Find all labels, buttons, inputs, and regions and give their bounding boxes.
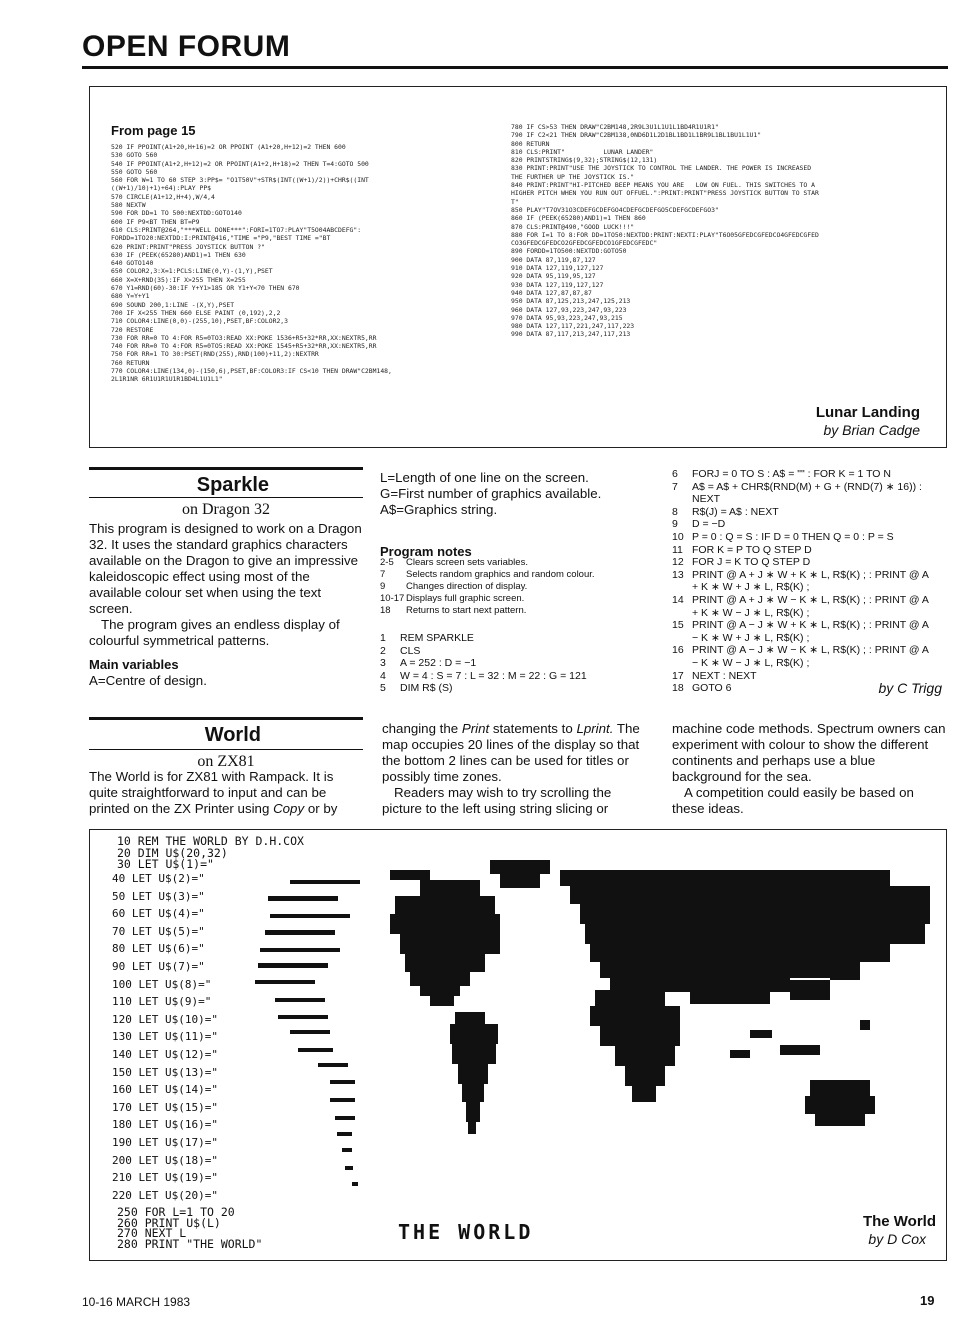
map-block [625, 1066, 665, 1086]
lunar-left-listing-line: 670 Y1=RND(60)-30:IF Y+Y1>185 OR Y1+Y<70 THEN 670 [111, 284, 300, 293]
sparkle-line-row [380, 645, 660, 658]
sparkle-line-row [672, 506, 948, 519]
lunar-right-listing-line: 960 DATA 127,93,223,247,93,223 [511, 305, 627, 314]
map-block [780, 1045, 820, 1055]
sparkle-vars-col [380, 470, 660, 518]
map-block [330, 1098, 355, 1102]
lunar-author: by Brian Cadge [823, 422, 920, 438]
program-note-text: Displays full graphic screen. [406, 593, 525, 604]
map-block [395, 896, 495, 914]
map-block [352, 1182, 358, 1186]
world-col-2 [382, 721, 654, 817]
lunar-right-listing-line: 800 RETURN [511, 139, 550, 148]
map-block [500, 874, 540, 888]
sparkle-line-number: 14 [672, 593, 684, 606]
lunar-right-listing-line: THE FURTHER UP THE JOYSTICK IS." [511, 172, 635, 181]
world-listing-line: 40 LET U$(2)=" [112, 872, 205, 885]
map-block [290, 1030, 330, 1034]
lunar-left-listing-line: ((W+1)/10)+1)+64):PLAY PP$ [111, 184, 212, 193]
program-note-text: Clears screen sets variables. [406, 557, 528, 568]
map-block [298, 1048, 333, 1052]
from-page-label: From page 15 [111, 123, 196, 138]
lunar-left-listing-line: 590 FOR DD=1 TO 500:NEXTDD:GOTO140 [111, 209, 242, 218]
sparkle-line-text: − K ∗ W + J ∗ L, R$(K) ; [692, 631, 810, 644]
sparkle-line-text: GOTO 6 [692, 682, 732, 695]
sparkle-line-number: 1 [380, 632, 386, 644]
program-note-row [380, 581, 660, 593]
lunar-left-listing-line: 610 CLS:PRINT@264,"***WELL DONE***":FORI=1TO7:PLAY"T5O04ABCDEFG": [111, 225, 362, 234]
program-note-row [380, 557, 660, 569]
sparkle-line-row [672, 544, 948, 557]
map-block [270, 914, 350, 918]
world-listing-line: 180 LET U$(16)=" [112, 1118, 218, 1132]
sparkle-line-row [672, 569, 948, 582]
map-block [585, 924, 925, 944]
map-block [258, 963, 328, 968]
lunar-left-listing-line: 690 SOUND 200,1:LINE -(X,Y),PSET [111, 300, 235, 309]
sparkle-line-number: 18 [672, 682, 684, 695]
lunar-left-listing-line: 550 GOTO 560 [111, 167, 158, 176]
lunar-left-listing-line: 540 IF PPOINT(A1+2,H+12)=2 OR PPOINT(A1+2,H+18)=2 THEN T=4:GOTO 500 [111, 159, 369, 168]
program-note-number: 7 [380, 569, 386, 580]
sparkle-line-text: PRINT @ A + J ∗ W + K ∗ L, R$(K) ; : PRINT @ A [692, 568, 929, 581]
map-block [730, 1050, 750, 1058]
sparkle-line-row [672, 518, 948, 531]
sparkle-line-number [672, 581, 692, 594]
program-note-number: 10-17 [380, 593, 405, 604]
world-subtitle: on ZX81 [197, 753, 255, 770]
lunar-right-listing-line: 950 DATA 87,125,213,247,125,213 [511, 297, 631, 306]
map-block [318, 1063, 348, 1067]
sparkle-listing-a [380, 632, 660, 695]
world-listing-line: 90 LET U$(7)=" [112, 959, 205, 973]
lunar-left-listing-line: 520 IF PPOINT(A1+20,H+16)=2 OR PPOINT (A1+20,H+12)=2 THEN 600 [111, 143, 346, 151]
world-text-print: Print [461, 721, 490, 736]
sparkle-line-text: PRINT @ A + J ∗ W − K ∗ L, R$(K) ; : PRINT @ A [692, 593, 929, 606]
program-note-text: Selects random graphics and random colour. [406, 569, 595, 580]
world-text-copy: Copy [273, 801, 305, 816]
world-listing-line: 190 LET U$(17)=" [112, 1135, 218, 1149]
world-listing-line: 200 LET U$(18)=" [112, 1153, 218, 1167]
lunar-left-listing-line: 760 RETURN [111, 358, 150, 367]
lunar-right-listing-line: 810 CLS:PRINT" LUNAR LANDER" [511, 147, 654, 156]
sparkle-line-row [672, 556, 948, 569]
world-col-1 [89, 769, 363, 817]
map-block [275, 998, 325, 1002]
sparkle-line-text: − K ∗ W − J ∗ L, R$(K) ; [692, 656, 810, 669]
sparkle-line-number: 16 [672, 644, 684, 657]
sparkle-line-number [672, 657, 692, 670]
world-text-3b: A competition could easily be based on these ideas. [672, 785, 914, 816]
map-block [815, 1114, 865, 1126]
sparkle-line-text: R$(J) = A$ : NEXT [692, 505, 779, 518]
map-block [468, 1122, 476, 1134]
sparkle-rule [89, 467, 363, 470]
sparkle-line-row [672, 619, 948, 632]
program-note-text: Returns to start next pattern. [406, 605, 527, 616]
lunar-left-listing-line: 710 COLOR4:LINE(0,0)-(255,10),PSET,BF:COLOR2,3 [111, 317, 288, 326]
lunar-right-listing-line: 780 IF CS>53 THEN DRAW"C2BM148,2R9L3U1L1U1L1BD4R1U1R1" [511, 123, 719, 131]
map-block [750, 1030, 772, 1038]
world-text-2a: changing the [382, 721, 459, 736]
map-block [610, 978, 790, 992]
world-title: World [204, 724, 261, 746]
world-listing-line: 60 LET U$(4)=" [112, 907, 205, 921]
sparkle-line-text: NEXT : NEXT [692, 669, 757, 682]
map-block [450, 1024, 498, 1044]
sparkle-line-text: PRINT @ A − J ∗ W − K ∗ L, R$(K) ; : PRINT @ A [692, 644, 929, 657]
world-listing-bottom-line: 260 PRINT U$(L) [117, 1215, 221, 1230]
lunar-right-listing-line: 840 PRINT:PRINT"HI-PITCHED BEEP MEANS YOU ARE LOW ON FUEL. THIS SWITCHES TO A [511, 181, 815, 190]
map-block [265, 930, 335, 935]
lunar-left-listing-line: 660 X=X+RND(35):IF X>255 THEN X=255 [111, 275, 246, 284]
lunar-left-listing-line: 600 IF P9<BT THEN BT=P9 [111, 217, 200, 226]
lunar-listing-left [111, 143, 496, 384]
var-g: G=First number of graphics available. [380, 486, 602, 501]
sparkle-line-number: 10 [672, 530, 684, 543]
program-note-row [380, 593, 660, 605]
map-block [810, 1080, 870, 1096]
lunar-right-listing-line: 890 FORDD=1TO500:NEXTDD:GOTO50 [511, 247, 627, 256]
sparkle-line-text: REM SPARKLE [400, 632, 474, 644]
world-credit-title: The World [862, 1213, 936, 1230]
map-block [466, 1102, 480, 1122]
sparkle-line-number: 13 [672, 568, 684, 581]
sparkle-line-number: 8 [672, 505, 678, 518]
sparkle-line-number: 3 [380, 657, 386, 670]
program-notes-heading: Program notes [380, 544, 472, 559]
world-listing-line: 150 LET U$(13)=" [112, 1065, 218, 1079]
lunar-left-listing-line: 2L1R1NR 6R1U1R1U1R1BD4L1U1L1" [111, 375, 223, 384]
lunar-right-listing-line: 820 PRINTSTRING$(9,32);STRING$(12,131) [511, 156, 658, 165]
map-block [278, 1015, 328, 1019]
world-listing-top-line: 30 LET U$(1)=" [117, 857, 214, 871]
sparkle-line-row [380, 632, 660, 645]
sparkle-line-text: W = 4 : S = 7 : L = 32 : M = 22 : G = 121 [400, 669, 587, 682]
sparkle-line-number: 7 [672, 480, 678, 493]
program-note-number: 2-5 [380, 557, 394, 568]
map-block [420, 986, 460, 996]
sparkle-line-row [672, 493, 948, 506]
world-text-lprint: Lprint. [576, 721, 614, 736]
sparkle-line-number: 9 [672, 518, 678, 531]
sparkle-line-text: DIM R$ (S) [400, 682, 453, 695]
map-block [830, 950, 860, 980]
world-col-3 [672, 721, 948, 817]
lunar-right-listing-line: 920 DATA 95,119,95,127 [511, 272, 596, 281]
lunar-right-listing-line: 880 FOR I=1 TO 8:FOR DD=1TO50:NEXTDD:PRINT:NEXTI:PLAY"T6O05GFEDCGFEDCO4GFEDCGFED [511, 230, 819, 239]
world-listing-line: 170 LET U$(15)=" [112, 1100, 218, 1114]
lunar-left-listing-line: 560 FOR W=1 TO 60 STEP 3:PP$= "O1T50V"+STR$(INT((W+1)/2))+CHR$((INT [111, 176, 369, 185]
map-block [337, 1132, 352, 1136]
lunar-right-listing-line: 940 DATA 127,87,87,87 [511, 288, 592, 297]
var-a: A=Centre of design. [89, 673, 207, 688]
map-block [455, 1012, 485, 1024]
sparkle-line-text: FOR J = K TO Q STEP D [692, 556, 811, 569]
map-block [595, 990, 665, 1006]
map-block [490, 860, 550, 874]
lunar-right-listing-line: 980 DATA 127,117,221,247,117,223 [511, 322, 635, 331]
map-block [335, 1116, 355, 1120]
lunar-right-listing-line: 830 PRINT:PRINT"USE THE JOYSTICK TO CONTROL THE LANDER. THE POWER IS INCREASED [511, 164, 812, 173]
map-block [590, 1006, 680, 1026]
lunar-right-listing-line: 900 DATA 87,119,87,127 [511, 255, 596, 264]
world-text-1: The World is for ZX81 with Rampack. It is quite straightforward to input and can be printed on the ZX Printer using [89, 769, 334, 816]
sparkle-line-number: 15 [672, 619, 684, 632]
lunar-right-listing-line: 910 DATA 127,119,127,127 [511, 264, 604, 273]
lunar-right-listing-line: CO3GFEDCGFEDCO2GFEDCGFEDCO1GFEDCGFEDC" [511, 239, 658, 248]
lunar-left-listing-line: 580 NEXTW [111, 201, 146, 210]
world-map-graphic [90, 830, 946, 1260]
lunar-left-listing-line: FORDD=1TO20:NEXTDD:I:PRINT@416,"TIME ="P9,"BEST TIME ="BT [111, 234, 331, 243]
world-listing-line: 120 LET U$(10)=" [112, 1012, 218, 1026]
sparkle-line-row [672, 632, 948, 645]
map-block [462, 1084, 484, 1102]
sparkle-line-row [672, 481, 948, 494]
lunar-left-listing-line: 570 CIRCLE(A1+12,H+4),W/4,4 [111, 192, 215, 201]
world-text-2b: statements to [492, 721, 573, 736]
header-rule [82, 66, 948, 69]
sparkle-line-row [672, 594, 948, 607]
world-underline [89, 749, 363, 750]
sparkle-author: by C Trigg [878, 680, 942, 696]
map-block [690, 992, 770, 1004]
map-block [420, 880, 480, 896]
sparkle-line-row [672, 531, 948, 544]
map-block [342, 1148, 352, 1152]
map-block [600, 1026, 680, 1046]
sparkle-line-text: CLS [400, 644, 421, 657]
world-text-2d: Readers may wish to try scrolling the picture to the left using string slicing or [382, 785, 612, 816]
sparkle-line-number: 11 [672, 543, 683, 556]
lunar-right-listing-line: T" [511, 197, 519, 206]
world-text-3a: machine code methods. Spectrum owners can experiment with colour to show the different continents and perhaps use a blue background for the sea. [672, 721, 946, 784]
lunar-left-listing-line: 650 COLOR2,3:X=1:PCLS:LINE(0,Y)-(1,Y),PSET [111, 267, 273, 276]
sparkle-line-text: + K ∗ W − J ∗ L, R$(K) ; [692, 606, 810, 619]
world-listing-line: 160 LET U$(14)=" [112, 1083, 218, 1097]
page-number: 19 [920, 1293, 935, 1308]
world-listing-line: 220 LET U$(20)=" [112, 1188, 218, 1202]
sparkle-subtitle: on Dragon 32 [182, 501, 270, 518]
sparkle-line-number [672, 607, 692, 620]
sparkle-line-text: FOR K = P TO Q STEP D [692, 543, 812, 556]
lunar-left-listing-line: 630 IF (PEEK(65280)AND1)=1 THEN 630 [111, 250, 246, 259]
sparkle-listing-b [672, 468, 948, 695]
map-block [600, 962, 850, 978]
world-listing-top-line: 10 REM THE WORLD BY D.H.COX [117, 834, 304, 848]
map-block [405, 954, 485, 972]
sparkle-line-text: A$ = A$ + CHR$(RND(M) + G + (RND(7) ∗ 16)) : [692, 480, 922, 493]
lunar-right-listing-line: 970 DATA 95,93,223,247,93,215 [511, 313, 623, 322]
lunar-listing-right [511, 123, 941, 339]
sparkle-line-number: 4 [380, 669, 386, 682]
lunar-left-listing-line: 640 GOTO140 [111, 259, 154, 268]
world-listing-line: 110 LET U$(9)=" [112, 995, 212, 1009]
lunar-left-listing-line: 750 FOR RR=1 TO 30:PSET(RND(255),RND(100)+11,2):NEXTRR [111, 350, 319, 359]
section-title: OPEN FORUM [82, 30, 291, 63]
var-l: L=Length of one line on the screen. [380, 470, 589, 485]
map-block [560, 870, 890, 886]
map-block [615, 1046, 675, 1066]
lunar-right-listing-line: 790 IF C2<21 THEN DRAW"C2BM138,0ND6D1L2D1BL1BD1L1BR9L1BL1BU1L1U1" [511, 131, 762, 140]
sparkle-para-1: This program is designed to work on a Dragon 32. It uses the standard graphics characters available on the Dragon to give an impressive kaleidoscopic effect using most of the available colour set when using the text screen. [89, 521, 362, 616]
world-listing-line: 130 LET U$(11)=" [112, 1030, 218, 1044]
sparkle-line-row [672, 581, 948, 594]
map-block [580, 904, 930, 924]
world-listing-bottom-line: 270 NEXT L [117, 1226, 187, 1240]
sparkle-underline [89, 497, 363, 498]
sparkle-line-text: P = 0 : Q = S : IF D = 0 THEN Q = 0 : P = S [692, 530, 894, 543]
world-listing-line: 140 LET U$(12)=" [112, 1047, 218, 1061]
lunar-right-listing-line: 850 PLAY"T7OV31O3CDEFGCDEFGO4CDEFGCDEFGO5CDEFGCDEFGO3" [511, 205, 719, 214]
sparkle-line-text: A = 252 : D = −1 [400, 657, 477, 670]
main-variables-heading: Main variables [89, 657, 179, 672]
map-block [290, 880, 360, 884]
sparkle-body [89, 521, 363, 689]
sparkle-line-row [672, 607, 948, 620]
world-text-1b: or by [307, 801, 338, 816]
sparkle-title: Sparkle [196, 474, 269, 496]
world-listing-top-line: 20 DIM U$(20,32) [117, 845, 228, 860]
map-block [345, 1166, 353, 1170]
map-block [390, 870, 430, 880]
map-block [430, 996, 454, 1006]
sparkle-line-number: 6 [672, 468, 678, 480]
map-block [260, 948, 340, 952]
program-notes-list [380, 557, 660, 617]
sparkle-line-row [380, 682, 660, 695]
lunar-left-listing-line: 680 Y=Y+Y1 [111, 292, 150, 301]
sparkle-line-text: PRINT @ A − J ∗ W + K ∗ L, R$(K) ; : PRINT @ A [692, 619, 929, 632]
map-block [330, 1080, 355, 1084]
program-note-number: 9 [380, 581, 386, 592]
lunar-title: Lunar Landing [815, 404, 920, 421]
sparkle-para-2: The program gives an endless display of colourful symmetrical patterns. [89, 617, 340, 648]
world-credit-author: by D Cox [868, 1231, 926, 1247]
world-rule [89, 717, 363, 720]
world-listing-line: 80 LET U$(6)=" [112, 942, 205, 956]
lunar-left-listing-line: 730 FOR RR=0 TO 4:FOR R5=0TO3:READ XX:POKE 1536+R5+32*RR,XX:NEXTR5,RR [111, 333, 377, 342]
world-listing-line: 70 LET U$(5)=" [112, 924, 205, 938]
lunar-right-listing-line: HIGHER PITCH WHEN YOU RUN OUT OFFUEL.":PRINT:PRINT"PRESS JOYSTICK BUTTON TO STAR [511, 189, 819, 198]
sparkle-line-number [672, 493, 692, 506]
lunar-left-listing-line: 620 PRINT:PRINT"PRESS JOYSTICK BUTTON ?" [111, 242, 265, 251]
map-block [860, 1020, 870, 1030]
world-listing-line: 50 LET U$(3)=" [112, 889, 205, 903]
world-listing-line: 210 LET U$(19)=" [112, 1171, 218, 1185]
lunar-right-listing-line: 860 IF (PEEK(65280)AND1)=1 THEN 860 [511, 214, 646, 223]
map-block [452, 1044, 496, 1064]
world-text-2c: The map occupies 20 lines of the display so that the bottom 2 lines can be used for titles or possibly time zones. [382, 721, 640, 784]
world-listing-bottom-line: 250 FOR L=1 TO 20 [117, 1205, 235, 1219]
sparkle-line-number: 5 [380, 682, 386, 695]
sparkle-line-text: + K ∗ W + J ∗ L, R$(K) ; [692, 581, 810, 594]
sparkle-line-text: NEXT [692, 493, 721, 506]
lunar-right-listing-line: 930 DATA 127,119,127,127 [511, 280, 604, 289]
lunar-right-listing-line: 870 CLS:PRINT@490,"GOOD LUCK!!!" [511, 222, 635, 231]
sparkle-line-row [672, 644, 948, 657]
map-block [805, 1096, 875, 1114]
lunar-left-listing-line: 770 COLOR4:LINE(134,0)-(150,6),PSET,BF:COLOR3:IF CS<10 THEN DRAW"C2BM148, [111, 367, 392, 376]
sparkle-line-number: 17 [672, 669, 684, 682]
map-block [390, 914, 500, 934]
sparkle-line-row [672, 468, 948, 481]
map-block [570, 886, 930, 904]
lunar-left-listing-line: 700 IF X<255 THEN 660 ELSE PAINT (0,192),2,2 [111, 308, 281, 317]
map-block [632, 1086, 656, 1102]
program-note-number: 18 [380, 605, 391, 616]
map-block [255, 980, 315, 984]
sparkle-line-row [380, 670, 660, 683]
map-block [400, 934, 500, 954]
lunar-right-listing-line: 990 DATA 87,117,213,247,117,213 [511, 330, 631, 339]
program-note-text: Changes direction of display. [406, 581, 528, 592]
lunar-left-listing-line: 530 GOTO 560 [111, 151, 158, 160]
world-listing-line: 100 LET U$(8)=" [112, 977, 212, 991]
lunar-left-listing-line: 720 RESTORE [111, 325, 154, 334]
sparkle-line-text: D = −D [692, 518, 726, 531]
program-note-row [380, 569, 660, 581]
map-caption: THE WORLD [398, 1220, 534, 1244]
program-note-row [380, 605, 660, 617]
sparkle-line-row [380, 657, 660, 670]
lunar-left-listing-line: 740 FOR RR=0 TO 4:FOR R5=0TO5:READ XX:POKE 1545+R5+32*RR,XX:NEXTR5,RR [111, 342, 377, 351]
var-s: A$=Graphics string. [380, 502, 498, 517]
map-block [410, 972, 470, 986]
sparkle-line-number [672, 632, 692, 645]
sparkle-line-row [672, 657, 948, 670]
sparkle-line-number: 2 [380, 644, 386, 657]
sparkle-line-text: FORJ = 0 TO S : A$ = "" : FOR K = 1 TO N [692, 468, 891, 480]
map-block [790, 980, 830, 1000]
map-block [458, 1064, 488, 1084]
issue-date: 10-16 MARCH 1983 [82, 1295, 191, 1309]
sparkle-line-number: 12 [672, 556, 684, 569]
world-listing-bottom-line: 280 PRINT "THE WORLD" [117, 1236, 263, 1251]
map-block [268, 896, 338, 901]
